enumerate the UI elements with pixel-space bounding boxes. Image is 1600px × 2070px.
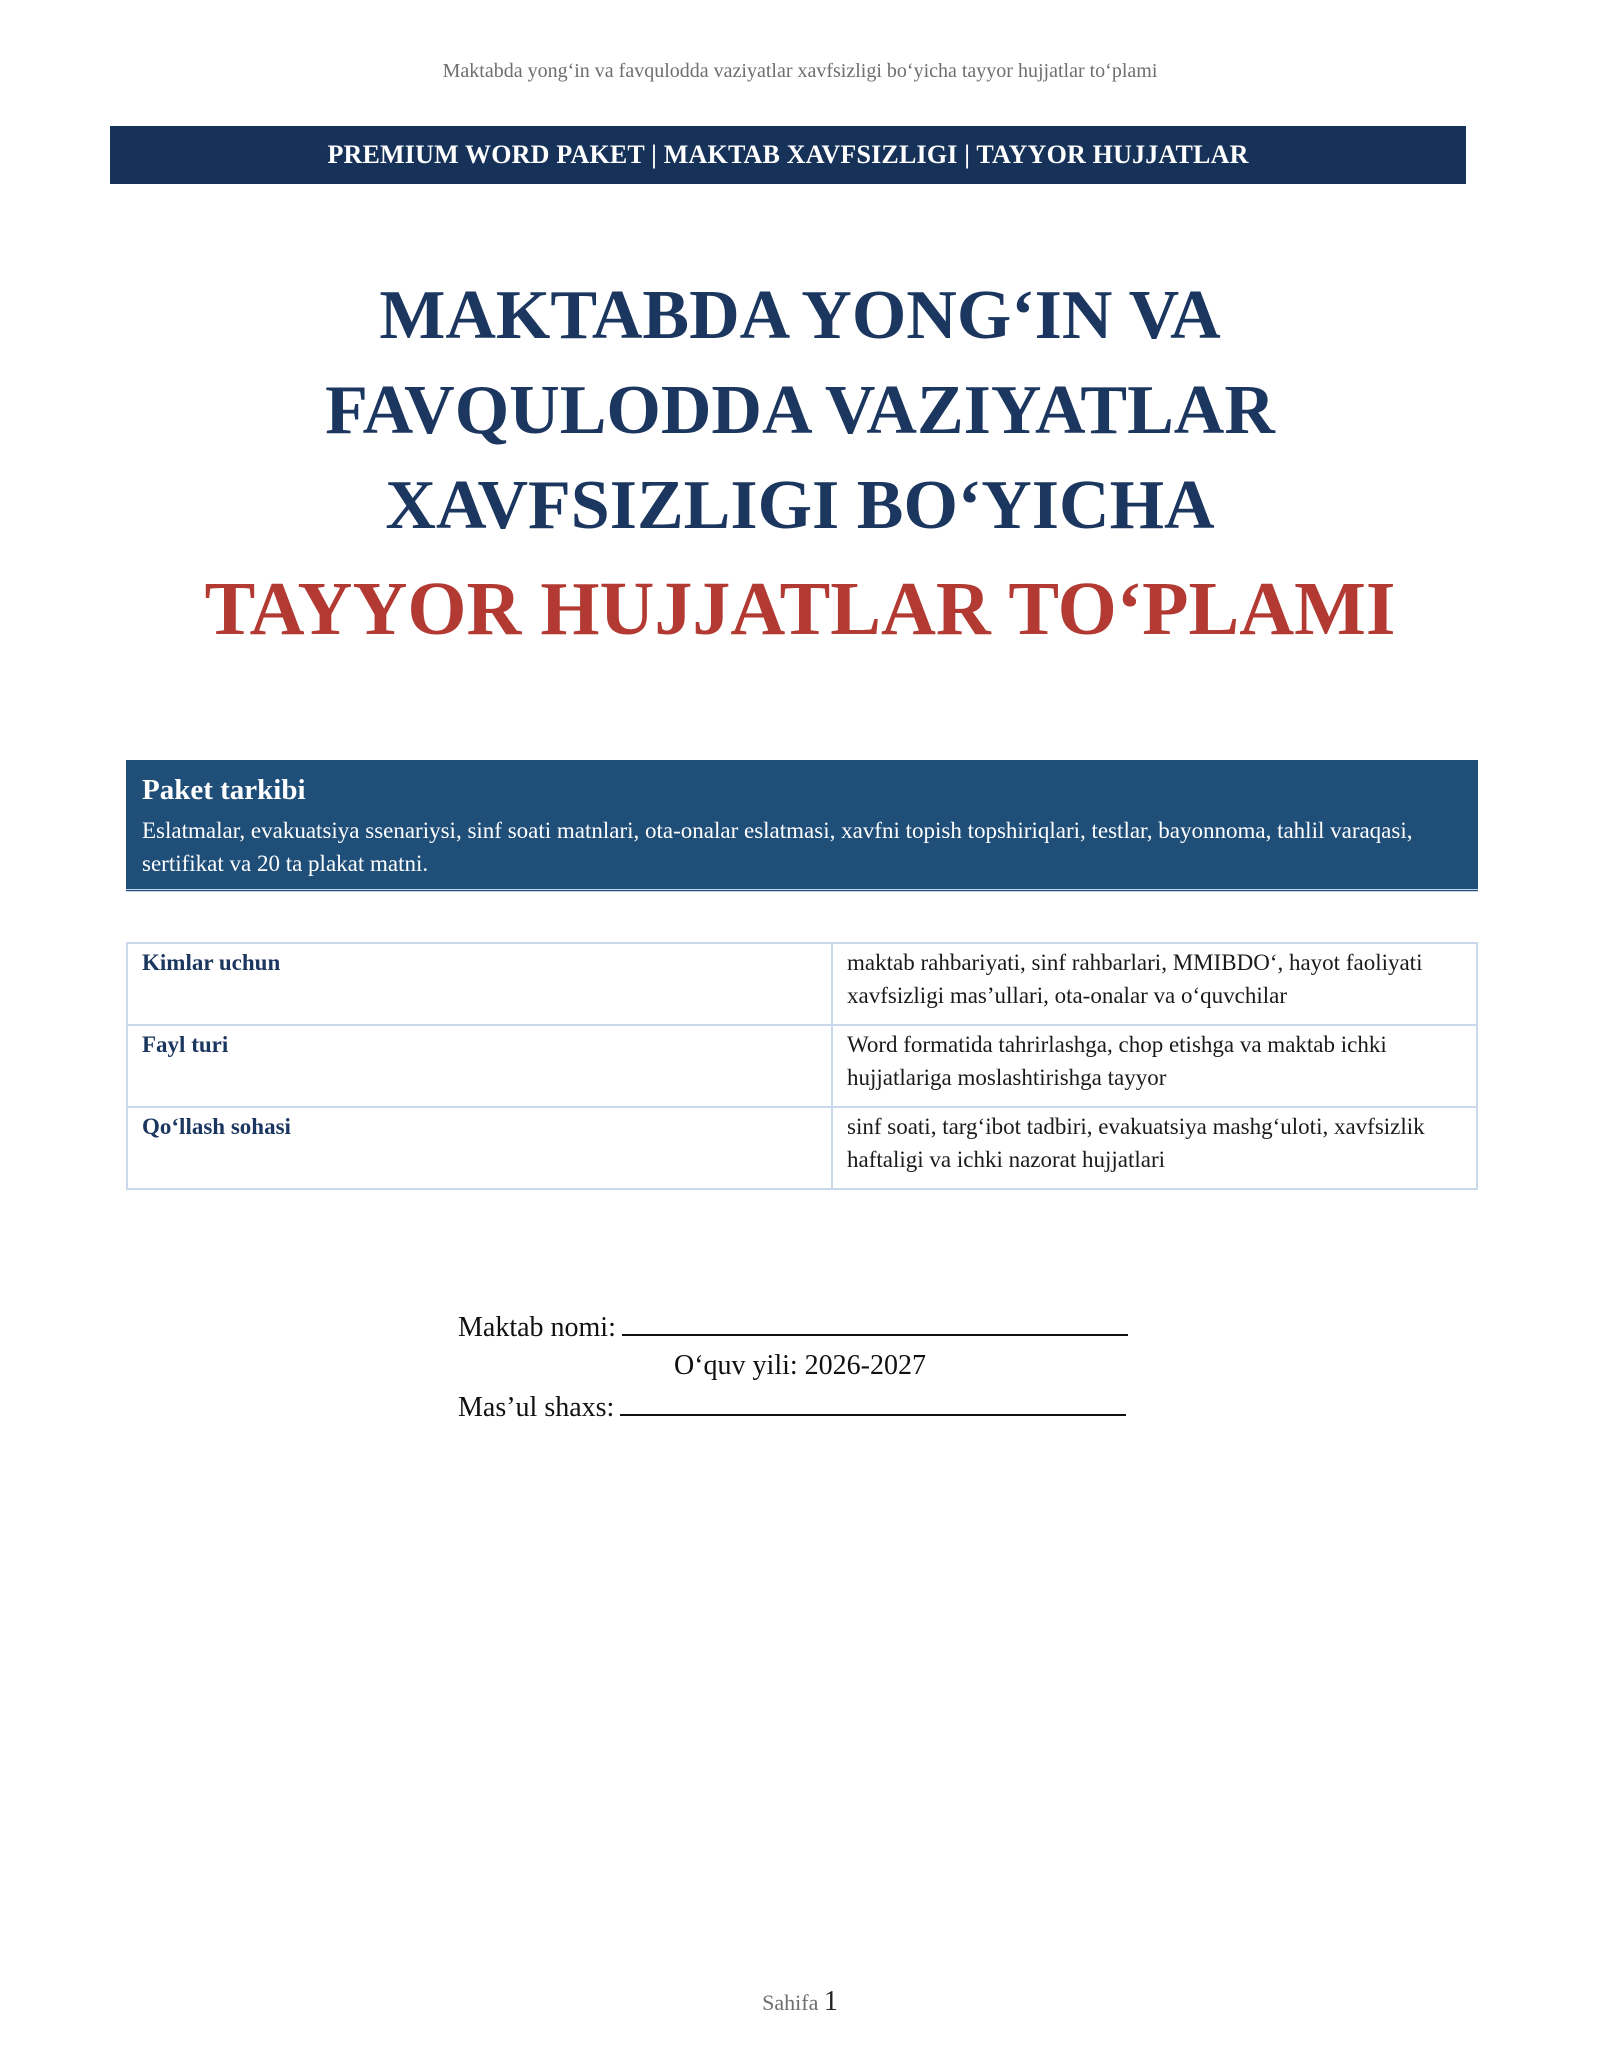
page-label: Sahifa xyxy=(762,1990,819,2015)
academic-year: O‘quv yili: 2026-2027 xyxy=(674,1350,926,1381)
package-contents-box xyxy=(126,760,1478,892)
responsible-label: Mas’ul shaxs: xyxy=(458,1392,615,1423)
table-key: Fayl turi xyxy=(127,1025,832,1107)
title-line-2: FAVQULODDA VAZIYATLAR xyxy=(325,372,1275,449)
title-accent: TAYYOR HUJJATLAR TO‘PLAMI xyxy=(204,567,1396,651)
title-line-1: MAKTABDA YONG‘IN VA xyxy=(379,277,1221,354)
page-number: 1 xyxy=(823,1986,838,2017)
info-table xyxy=(126,942,1478,1190)
banner: PREMIUM WORD PAKET | MAKTAB XAVFSIZLIGI | TAYYOR HUJJATLAR xyxy=(110,126,1466,184)
school-name-row xyxy=(458,1306,1128,1348)
school-name-label: Maktab nomi: xyxy=(458,1312,616,1343)
title-line-3: XAVFSIZLIGI BO‘YICHA xyxy=(385,467,1215,544)
table-row xyxy=(127,1025,1477,1107)
page-footer xyxy=(0,1986,1600,2018)
table-value: Word formatida tahrirlashga, chop etishga va maktab ichki hujjatlariga moslashtirishga tayyor xyxy=(832,1025,1477,1107)
package-text: Eslatmalar, evakuatsiya ssenariysi, sinf soati matnlari, ota-onalar eslatmasi, xavfni topish topshiriqlari, testlar, bayonnoma, tahlil varaqasi, sertifikat va 20 ta plakat matni. xyxy=(142,818,1413,876)
document-title xyxy=(0,268,1600,659)
table-key: Qo‘llash sohasi xyxy=(127,1107,832,1189)
table-value: maktab rahbariyati, sinf rahbarlari, MMIBDO‘, hayot faoliyati xavfsizligi mas’ullari, ota-onalar va o‘quvchilar xyxy=(832,943,1477,1025)
table-key: Kimlar uchun xyxy=(127,943,832,1025)
school-name-blank[interactable] xyxy=(622,1306,1128,1336)
page-header: Maktabda yong‘in va favqulodda vaziyatlar xavfsizligi bo‘yicha tayyor hujjatlar to‘plami xyxy=(442,60,1158,82)
responsible-blank[interactable] xyxy=(620,1386,1126,1416)
table-row xyxy=(127,943,1477,1025)
package-heading: Paket tarkibi xyxy=(142,774,306,806)
responsible-row xyxy=(458,1386,1126,1428)
table-value: sinf soati, targ‘ibot tadbiri, evakuatsiya mashg‘uloti, xavfsizlik haftaligi va ichki nazorat hujjatlari xyxy=(832,1107,1477,1189)
table-row xyxy=(127,1107,1477,1189)
